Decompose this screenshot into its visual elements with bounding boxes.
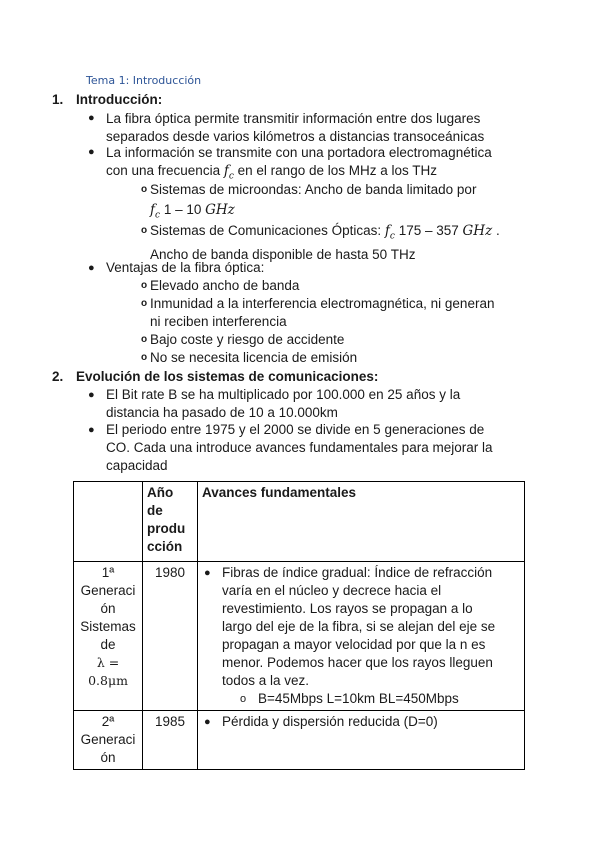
advantage-item: Bajo coste y riesgo de accidente — [150, 332, 345, 347]
bullet-icon: ● — [88, 424, 95, 436]
s1-sub-2: Sistemas de Comunicaciones Ópticas: $f_c$ 175 – 357 GHz . Ancho de banda disponible de hasta 50 THz — [150, 223, 500, 262]
generations-table — [73, 481, 525, 770]
s2-bullet-2: El periodo entre 1975 y el 2000 se divide en 5 generaciones de CO. Cada una introduce avances fundamentales para mejorar la capacidad — [106, 422, 493, 473]
bullet-icon: ● — [204, 716, 211, 728]
advantage-item: Inmunidad a la interferencia electromagnética, ni generan ni reciben interferencia — [150, 296, 495, 329]
header-cell-empty — [74, 482, 143, 562]
fc-symbol: $f_c$ — [384, 223, 395, 242]
generation-cell: 1ª Generaci ón Sistemas de λ = 0.8μm — [74, 562, 143, 711]
circle-bullet-icon: o — [141, 225, 148, 236]
s1-bullet-1: La fibra óptica permite transmitir información entre dos lugares separados desde varios kilómetros a distancias transoceánicas — [106, 111, 485, 144]
circle-bullet-icon: o — [141, 298, 148, 309]
table-row — [74, 562, 525, 711]
bullet-icon: ● — [88, 262, 95, 274]
table-row — [74, 711, 525, 770]
fc-symbol: $f_c$ — [223, 163, 234, 182]
s1-bullet-3: Ventajas de la fibra óptica: — [106, 260, 265, 275]
tema-heading: Tema 1: Introducción — [86, 74, 202, 87]
circle-bullet-icon: o — [240, 693, 247, 705]
circle-bullet-icon: o — [141, 184, 148, 195]
bullet-icon: ● — [88, 389, 95, 401]
s2-bullet-1: El Bit rate B se ha multiplicado por 100.000 en 25 años y la distancia ha pasado de 10 a 10.000km — [106, 387, 461, 420]
circle-bullet-icon: o — [141, 334, 148, 345]
advances-cell: ● Pérdida y dispersión reducida (D=0) — [198, 711, 525, 770]
fc-symbol: $f_c$ — [150, 202, 161, 221]
header-cell-year: Año de produ cción — [143, 482, 198, 562]
s1-bullet-2: La información se transmite con una portadora electromagnética con una frecuencia $f_c$ en el rango de los MHz a los THz — [106, 145, 492, 182]
bullet-icon: ● — [88, 112, 95, 124]
advances-cell: ● Fibras de índice gradual: Índice de refracción varía en el núcleo y decrece hacia el revestimiento. Los rayos se propagan a lo largo del eje de la fibra, si se alejan del eje se propagan a mayor velocidad por que la n es menor. Podemos hacer que los rayos lleguen todos a la vez. o B=45Mbps L=10km BL=450Mbps — [198, 562, 525, 711]
advantage-item: Elevado ancho de banda — [150, 278, 300, 293]
circle-bullet-icon: o — [141, 280, 148, 291]
bullet-icon: ● — [88, 146, 95, 158]
section-2-heading: 2. Evolución de los sistemas de comunicaciones: — [52, 369, 379, 384]
circle-bullet-icon: o — [141, 352, 148, 363]
header-cell-advances: Avances fundamentales — [198, 482, 525, 562]
table-header-row — [74, 482, 525, 562]
s1-sub-1: Sistemas de microondas: Ancho de banda limitado por $f_c$ 1 – 10 GHz — [150, 182, 477, 221]
year-cell: 1985 — [143, 711, 198, 770]
advantage-item: No se necesita licencia de emisión — [150, 350, 358, 365]
section-1-heading: 1. Introducción: — [52, 92, 163, 107]
generation-cell: 2ª Generaci ón — [74, 711, 143, 770]
bullet-icon: ● — [204, 567, 211, 579]
year-cell: 1980 — [143, 562, 198, 711]
